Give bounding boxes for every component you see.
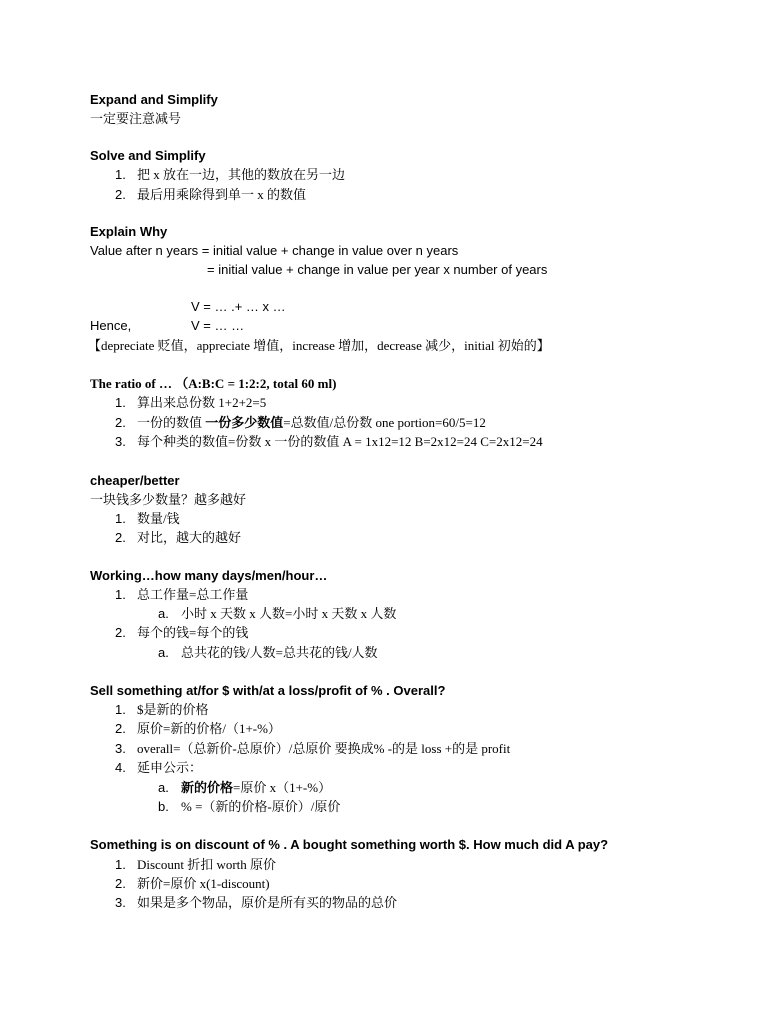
formula-line: = initial value + change in value per year x number of years bbox=[207, 262, 548, 277]
hence-label: Hence, bbox=[90, 318, 132, 333]
sub-list-item: a. 总共花的钱/人数=总共花的钱/人数 bbox=[158, 645, 378, 660]
sub-list-item: a. 新的价格=原价 x（1+-%） bbox=[158, 780, 332, 795]
list-item: 1. 数量/钱 bbox=[115, 511, 180, 526]
section-heading-working: Working…how many days/men/hour… bbox=[90, 568, 328, 583]
vocabulary-line: 【depreciate 贬值，appreciate 增值，increase 增加，decrease 减少，initial 初始的】 bbox=[88, 338, 550, 353]
formula-line: V = … .+ … x … bbox=[191, 299, 286, 314]
list-item: 1. Discount 折扣 worth 原价 bbox=[115, 857, 277, 872]
section-note: 一定要注意减号 bbox=[90, 111, 182, 126]
section-heading-expand-simplify: Expand and Simplify bbox=[90, 92, 218, 107]
list-item: 2. 一份的数值 一份多少数值=总数值/总份数 one portion=60/5=12 bbox=[115, 415, 486, 430]
section-heading-ratio: The ratio of … （A:B:C = 1:2:2, total 60 ml) bbox=[90, 376, 337, 391]
list-item: 1. 算出来总份数 1+2+2=5 bbox=[115, 395, 267, 410]
section-heading-explain-why: Explain Why bbox=[90, 224, 168, 239]
section-heading-solve-simplify: Solve and Simplify bbox=[90, 148, 206, 163]
list-item: 2. 新价=原价 x(1-discount) bbox=[115, 876, 270, 891]
list-item: 3. 如果是多个物品，原价是所有买的物品的总价 bbox=[115, 895, 398, 910]
section-heading-cheaper-better: cheaper/better bbox=[90, 473, 180, 488]
list-item: 4. 延申公示： bbox=[115, 760, 203, 775]
list-item: 2. 对比，越大的越好 bbox=[115, 530, 242, 545]
formula-line: Value after n years = initial value + change in value over n years bbox=[90, 243, 459, 258]
formula-line: V = … … bbox=[191, 318, 245, 333]
list-item: 1. $是新的价格 bbox=[115, 702, 209, 717]
section-heading-discount: Something is on discount of % . A bought something worth $. How much did A pay? bbox=[90, 837, 609, 852]
list-item: 1. 总工作量=总工作量 bbox=[115, 587, 249, 602]
list-item: 1. 把 x 放在一边，其他的数放在另一边 bbox=[115, 167, 346, 182]
sub-list-item: a. 小时 x 天数 x 人数=小时 x 天数 x 人数 bbox=[158, 606, 397, 621]
sub-list-item: b. % =（新的价格-原价）/原价 bbox=[158, 799, 341, 814]
list-item: 2. 原价=新的价格/（1+-%） bbox=[115, 721, 281, 736]
section-heading-sell: Sell something at/for $ with/at a loss/profit of % . Overall? bbox=[90, 683, 446, 698]
list-item: 2. 最后用乘除得到单一 x 的数值 bbox=[115, 187, 307, 202]
list-item: 3. overall=（总新价-总原价）/总原价 要换成% -的是 loss +的是 profit bbox=[115, 741, 511, 756]
list-item: 3. 每个种类的数值=份数 x 一份的数值 A = 1x12=12 B=2x12=24 C=2x12=24 bbox=[115, 434, 543, 449]
section-note: 一块钱多少数量？越多越好 bbox=[90, 492, 247, 507]
list-item: 2. 每个的钱=每个的钱 bbox=[115, 625, 249, 640]
